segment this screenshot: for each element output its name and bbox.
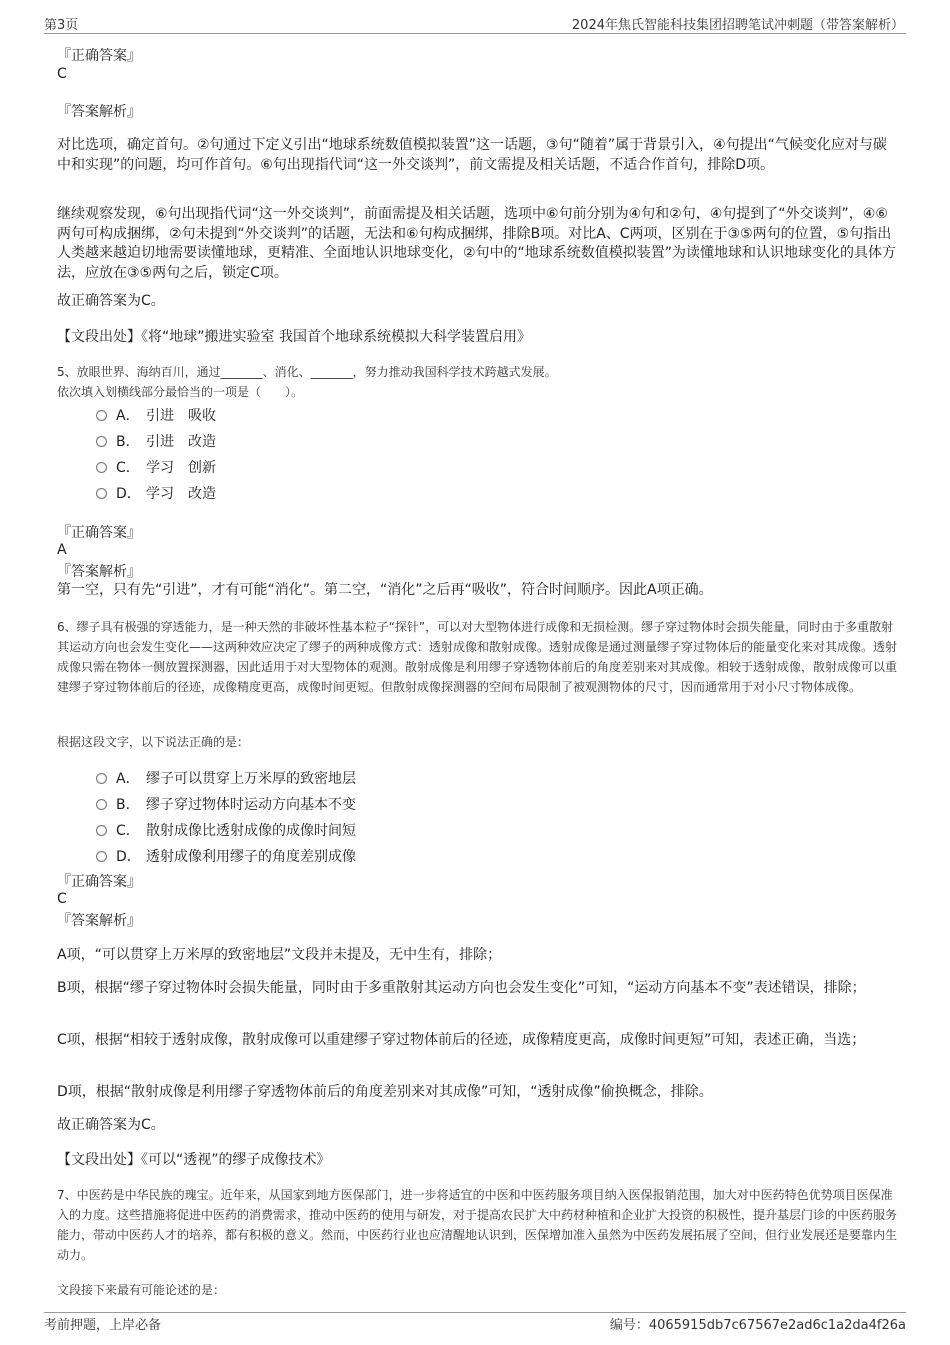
analysis-conclusion: 故正确答案为C。 [57,1117,165,1133]
analysis-label: 『答案解析』 [57,913,141,929]
analysis-paragraph: D项，根据“散射成像是利用缪子穿透物体前后的角度差别来对其成像”可知，“透射成像”偷换概念，排除。 [57,1084,713,1100]
radio-icon[interactable] [96,488,107,499]
radio-icon[interactable] [96,825,107,836]
analysis-conclusion: 故正确答案为C。 [57,293,165,309]
analysis-label: 『答案解析』 [57,104,141,120]
source-citation: 【文段出处】《将“地球”搬进实验室 我国首个地球系统模拟大科学装置启用》 [57,329,531,345]
option-d[interactable]: D． 学习 改造 [96,483,216,503]
radio-icon[interactable] [96,851,107,862]
answer-label: 『正确答案』 [57,48,141,64]
header-divider [44,33,906,34]
footer-divider [44,1312,906,1313]
analysis-paragraph: C项，根据“相较于透射成像，散射成像可以重建缪子穿过物体前后的径迹，成像精度更高，成像时间更短”可知，表述正确，当选； [57,1032,866,1048]
question-stem: 6、缪子具有极强的穿透能力，是一种天然的非破坏性基本粒子“探针”，可以对大型物体进行成像和无损检测。缪子穿过物体时会损失能量，同时由于多重散射其运动方向也会发生变化——这两种效应决定了缪子的两种成像方式：透射成像和散射成像。透射成像是通过测量缪子穿过物体后的能量变化来对其成像。透射成像只需在物体一侧放置探测器，因此适用于对大型物体的观测。散射成像是利用缪子穿透物体前后的角度差别来对其成像。相较于透射成像，散射成像可以重建缪子穿过物体前后的径迹，成像精度更高，成像时间更短。但散射成像探测器的空间布局限制了被观测物体的尺寸，因而通常用于对小尺寸物体成像。 [57,620,898,694]
radio-icon[interactable] [96,462,107,473]
page-number: 第3页 [44,18,79,33]
radio-icon[interactable] [96,773,107,784]
question-prompt: 文段接下来最有可能论述的是： [57,1283,226,1297]
option-a[interactable]: A． 缪子可以贯穿上万米厚的致密地层 [96,768,356,788]
question-prompt: 依次填入划横线部分最恰当的一项是（ ）。 [57,385,304,399]
option-d[interactable]: D． 透射成像利用缪子的角度差别成像 [96,846,356,866]
analysis-paragraph: B项，根据“缪子穿过物体时会损失能量，同时由于多重散射其运动方向也会发生变化”可知，“运动方向基本不变”表述错误，排除； [57,980,866,996]
analysis-paragraph: A项，“可以贯穿上万米厚的致密地层”文段并未提及，无中生有，排除； [57,947,502,963]
option-b[interactable]: B． 缪子穿过物体时运动方向基本不变 [96,794,356,814]
answer-label: 『正确答案』 [57,874,141,890]
source-citation: 【文段出处】《可以“透视”的缪子成像技术》 [57,1152,331,1168]
radio-icon[interactable] [96,436,107,447]
question-stem: 5、放眼世界、海纳百川，通过_______、消化、_______，努力推动我国科学技术跨越式发展。 [57,365,557,379]
question-stem: 7、中医药是中华民族的瑰宝。近年来，从国家到地方医保部门，进一步将适宜的中医和中医药服务项目纳入医保报销范围，加大对中医药特色优势项目医保准入的力度。这些措施将促进中医药的消费需求，推动中医药的使用与研发，对于提高农民扩大中药材种植和企业扩大投资的积极性，提升基层门诊的中医药服务能力，带动中医药人才的培养，都有积极的意义。然而，中医药行业也应清醒地认识到，医保增加准入虽然为中医药发展拓展了空间，但行业发展还是要靠内生动力。 [57,1188,898,1262]
analysis-label: 『答案解析』 [57,564,141,580]
option-b[interactable]: B． 引进 改造 [96,431,216,451]
option-c[interactable]: C． 学习 创新 [96,457,216,477]
option-c[interactable]: C． 散射成像比透射成像的成像时间短 [96,820,356,840]
analysis-paragraph: 对比选项，确定首句。②句通过下定义引出“地球系统数值模拟装置”这一话题，③句“随着”属于背景引入，④句提出“气候变化应对与碳中和实现”的问题，均可作首句。⑥句出现指代词“这一外交谈判”，前文需提及相关话题，不适合作首句，排除D项。 [57,137,887,173]
document-title: 2024年焦氏智能科技集团招聘笔试冲刺题（带答案解析） [571,18,904,33]
answer-value: C [57,66,67,82]
answer-label: 『正确答案』 [57,525,141,541]
analysis-paragraph: 继续观察发现，⑥句出现指代词“这一外交谈判”，前面需提及相关话题，选项中⑥句前分别为④句和②句，④句提到了“外交谈判”，④⑥两句可构成捆绑，②句未提到“外交谈判”的话题，无法和⑥句构成捆绑，排除B项。对比A、C两项，区别在于③⑤两句的位置，⑤句指出人类越来越迫切地需要读懂地球，更精准、全面地认识地球变化，②句中的“地球系统数值模拟装置”为读懂地球和认识地球变化的具体方法，应放在③⑤两句之后，锁定C项。 [57,206,897,281]
answer-value: A [57,542,67,558]
document-code: 编号：4065915db7c67567e2ad6c1a2da4f26a [609,1318,906,1333]
radio-icon[interactable] [96,799,107,810]
analysis-paragraph: 第一空，只有先“引进”，才有可能“消化”。第二空，“消化”之后再“吸收”，符合时间顺序。因此A项正确。 [57,582,713,598]
radio-icon[interactable] [96,410,107,421]
answer-value: C [57,891,67,907]
question-prompt: 根据这段文字，以下说法正确的是： [57,735,250,749]
option-a[interactable]: A． 引进 吸收 [96,405,216,425]
footer-slogan: 考前押题，上岸必备 [44,1318,162,1333]
